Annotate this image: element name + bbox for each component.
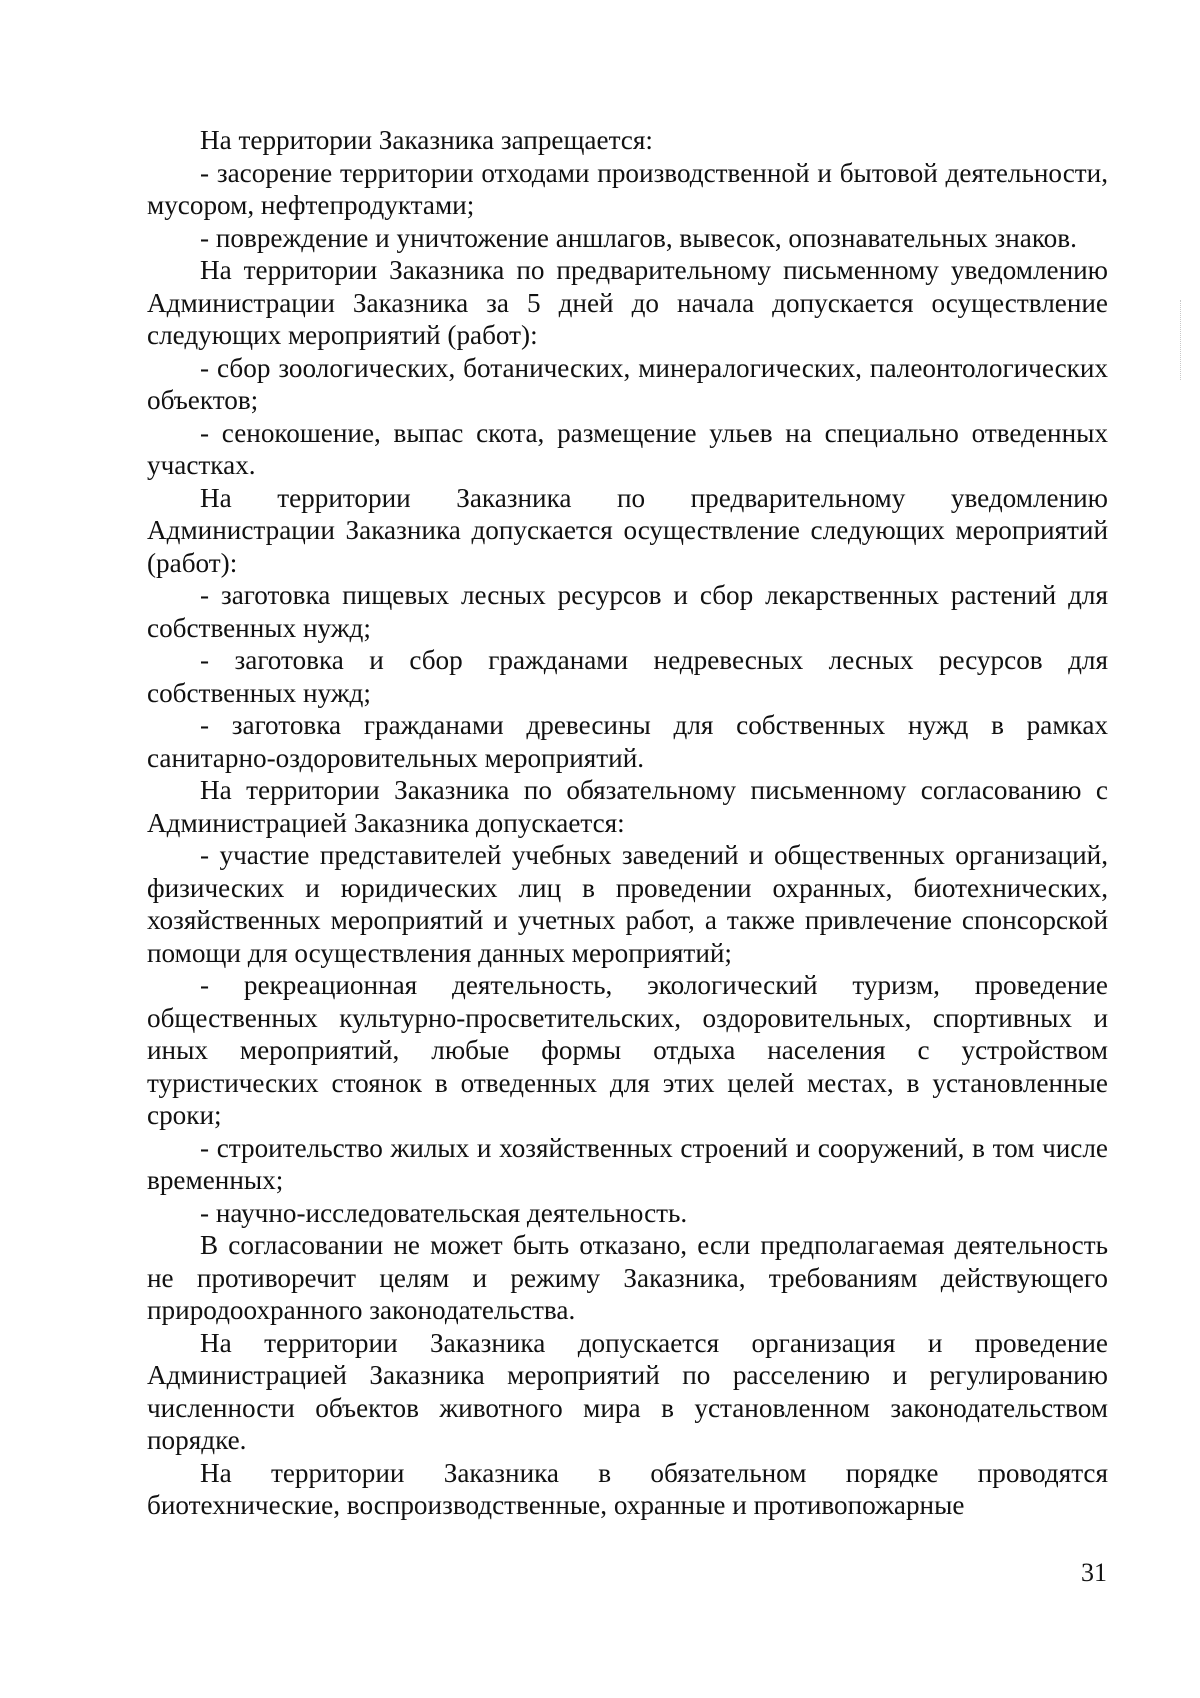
paragraph-wildlife-regulation: На территории Заказника допускается организация и проведение Администрацией Заказника мероприятий по расселению и регулированию численности объектов животного мира в установленном законодательством порядке. xyxy=(147,1327,1108,1455)
paragraph-notice-heading: На территории Заказника по предварительному уведомлению Администрации Заказника допускается осуществление следующих мероприятий (работ): xyxy=(147,482,1108,578)
scan-artifact xyxy=(1180,300,1183,380)
paragraph-item-food-resources: - заготовка пищевых лесных ресурсов и сбор лекарственных растений для собственных нужд; xyxy=(147,580,1108,643)
paragraph-item-signs-damage: - повреждение и уничтожение аншлагов, вывесок, опознавательных знаков. xyxy=(200,222,1077,253)
paragraph-item-timber: - заготовка гражданами древесины для собственных нужд в рамках санитарно-оздоровительных мероприятий. xyxy=(147,710,1108,773)
paragraph-item-research: - научно-исследовательская деятельность. xyxy=(200,1197,688,1228)
paragraph-item-littering: - засорение территории отходами производственной и бытовой деятельности, мусором, нефтепродуктами; xyxy=(147,157,1108,220)
paragraph-item-participation: - участие представителей учебных заведений и общественных организаций, физических и юридических лиц в проведении охранных, биотехнических, хозяйственных мероприятий и учетных работ, а также привлечение спонсорской помощи для осуществления данных мероприятий; xyxy=(147,840,1108,968)
paragraph-approval-condition: В согласовании не может быть отказано, если предполагаемая деятельность не противоречит целям и режиму Заказника, требованиям действующего природоохранного законодательства. xyxy=(147,1230,1108,1325)
paragraph-item-construction: - строительство жилых и хозяйственных строений и сооружений, в том числе временных; xyxy=(147,1132,1108,1195)
paragraph-item-recreation: - рекреационная деятельность, экологический туризм, проведение общественных культурно-просветительских, оздоровительных, спортивных и иных мероприятий, любые формы отдыха населения с устройством туристических стоянок в отведенных для этих целей местах, в установленные сроки; xyxy=(147,970,1108,1130)
paragraph-item-non-timber: - заготовка и сбор гражданами недревесных лесных ресурсов для собственных нужд; xyxy=(147,645,1108,708)
page-number: 31 xyxy=(1081,1558,1107,1587)
paragraph-item-haymaking: - сенокошение, выпас скота, размещение ульев на специально отведенных участках. xyxy=(147,417,1108,480)
paragraph-item-collection: - сбор зоологических, ботанических, минералогических, палеонтологических объектов; xyxy=(147,352,1108,415)
paragraph-written-notice-heading: На территории Заказника по предварительному письменному уведомлению Администрации Заказника за 5 дней до начала допускается осуществление следующих мероприятий (работ): xyxy=(147,255,1108,350)
document-body xyxy=(147,124,1108,1522)
paragraph-approval-heading: На территории Заказника по обязательному письменному согласованию с Администрацией Заказника допускается: xyxy=(147,775,1108,838)
paragraph-prohibitions-heading: На территории Заказника запрещается: xyxy=(200,125,653,155)
paragraph-mandatory-measures: На территории Заказника в обязательном порядке проводятся биотехнические, воспроизводственные, охранные и противопожарные xyxy=(147,1457,1108,1520)
